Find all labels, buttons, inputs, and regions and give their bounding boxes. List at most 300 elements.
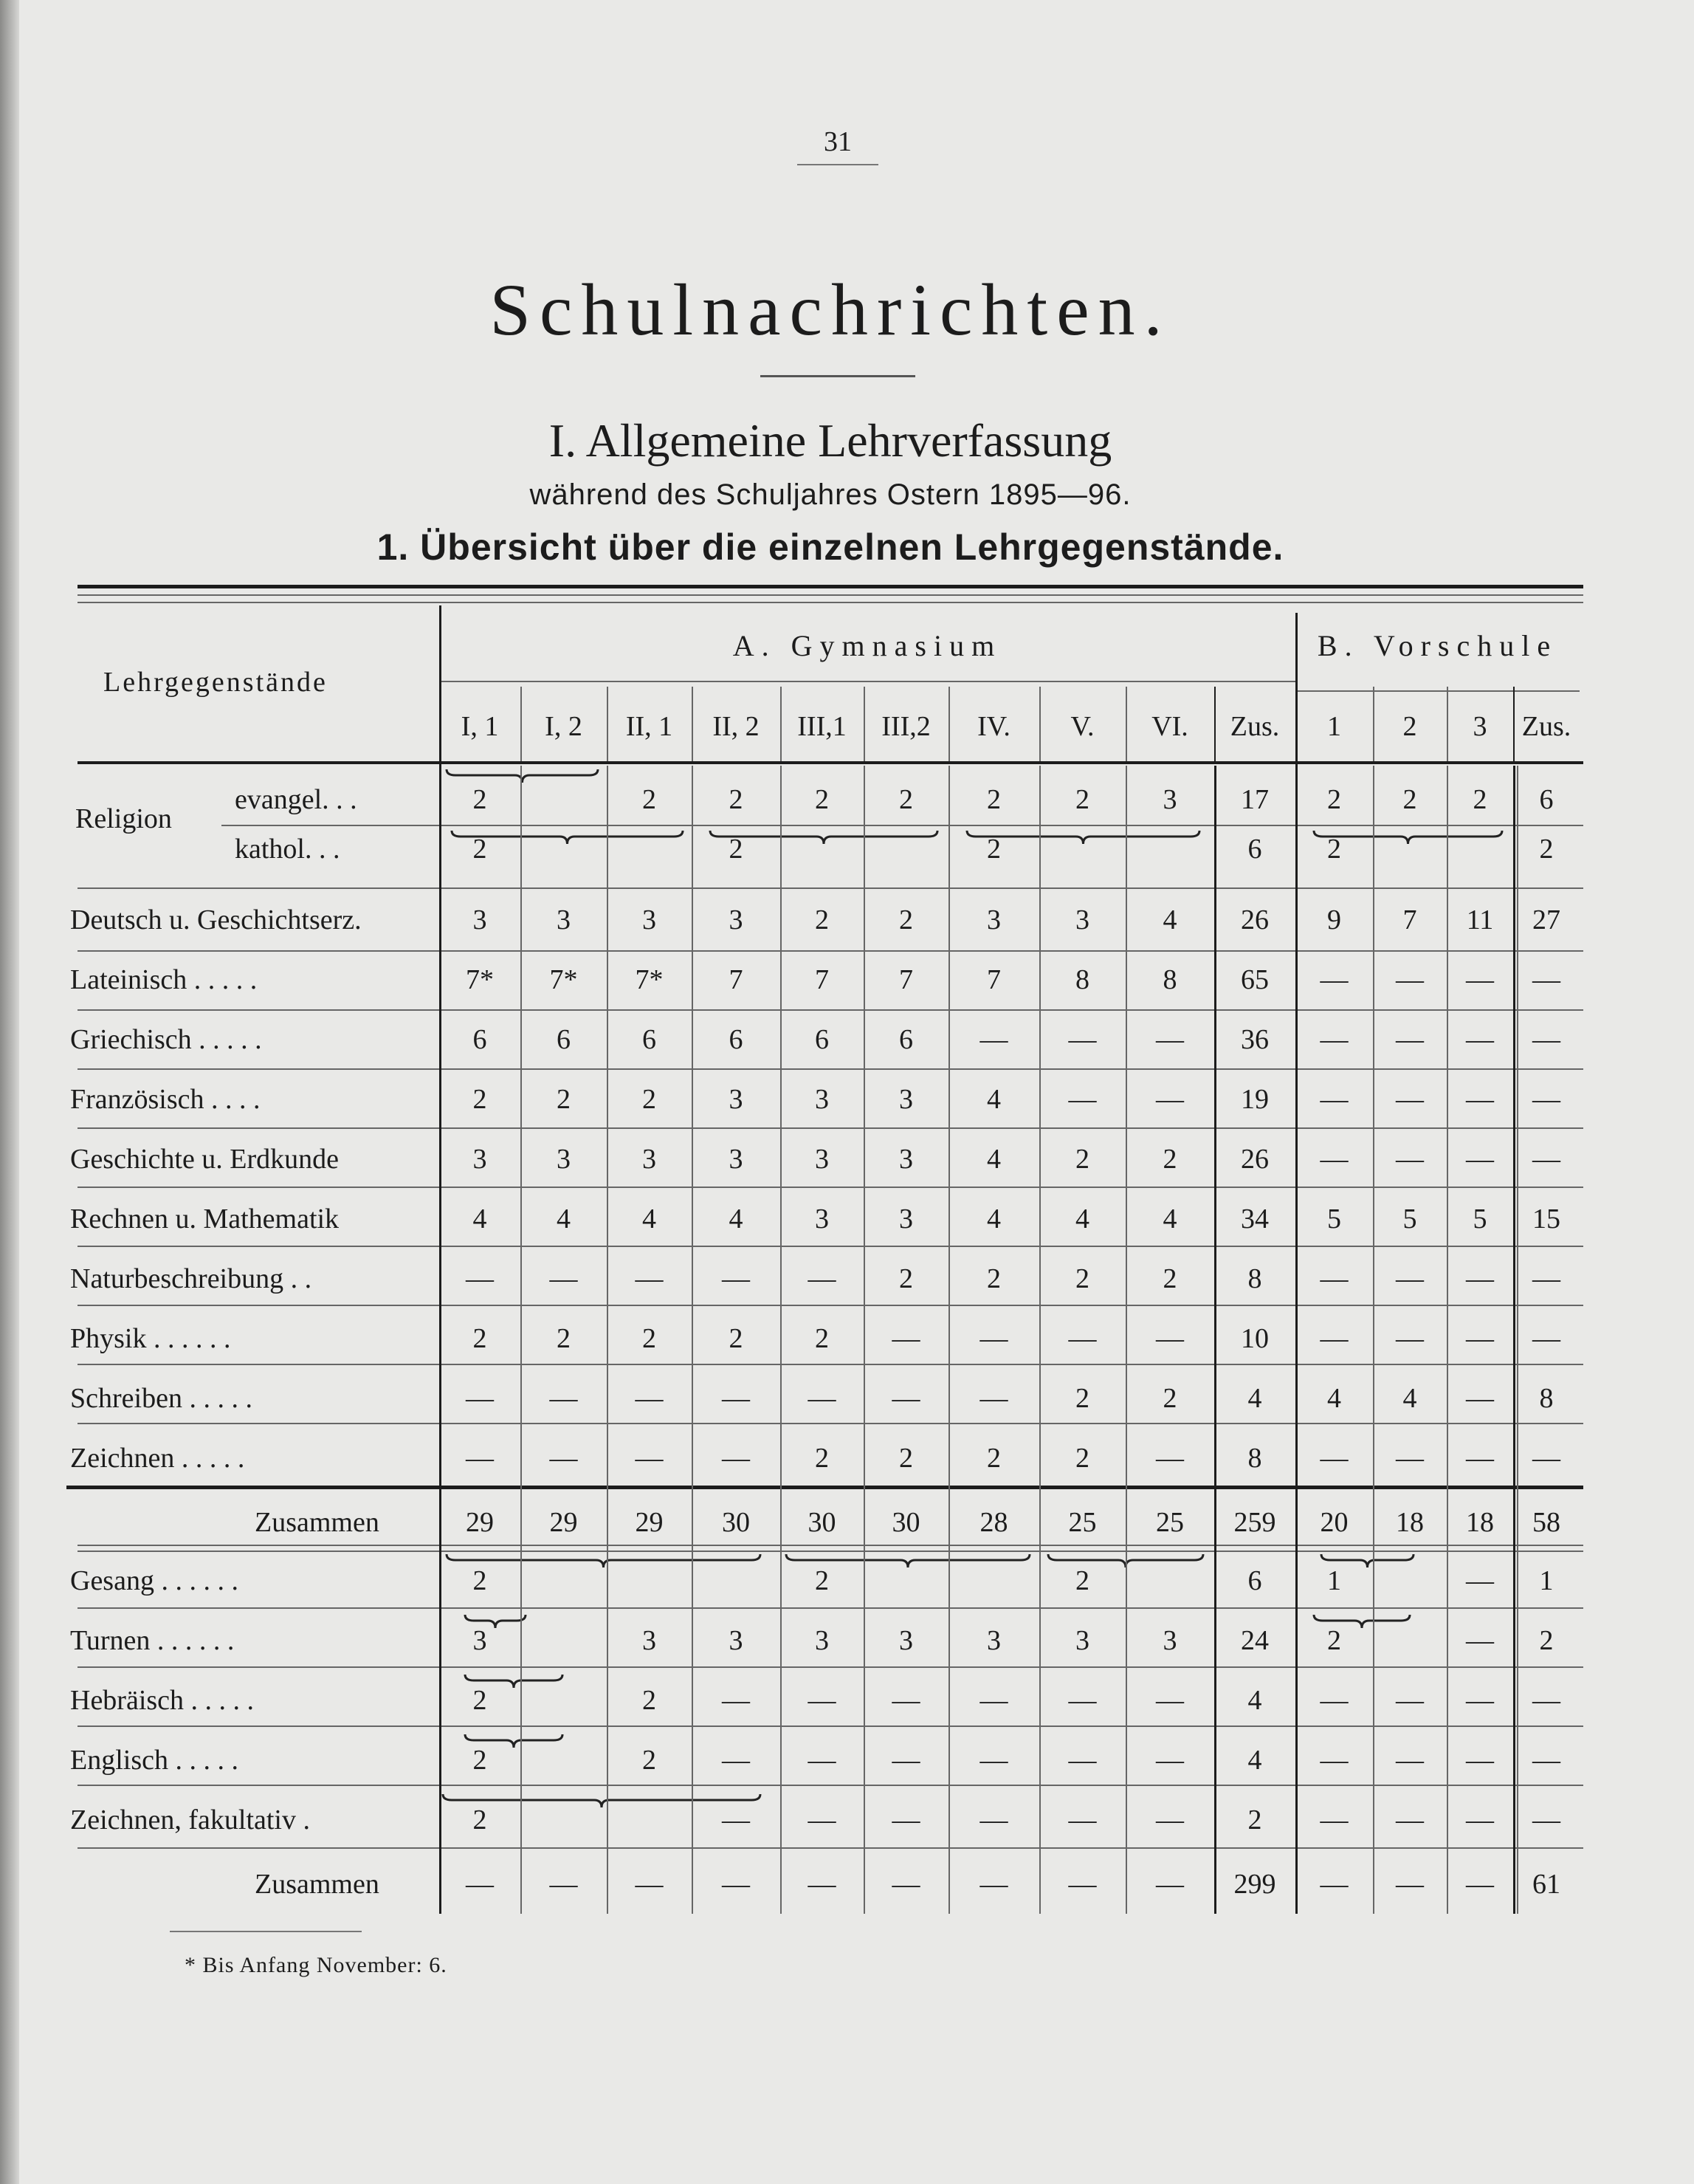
table-cell: 4 bbox=[642, 1203, 656, 1234]
table-rule bbox=[1126, 687, 1127, 764]
table-cell: 58 bbox=[1532, 1507, 1560, 1538]
page-title: Schulnachrichten. bbox=[489, 269, 1171, 351]
row-label: evangel. . . bbox=[235, 784, 357, 815]
table-cell: — bbox=[1466, 1804, 1494, 1836]
table-cell: 2 bbox=[899, 1263, 913, 1294]
column-header: VI. bbox=[1151, 711, 1188, 742]
table-cell: — bbox=[1320, 1804, 1349, 1836]
table-cell: 6 bbox=[472, 1024, 487, 1055]
table-rule bbox=[439, 605, 441, 772]
row-label: Hebräisch . . . . . bbox=[70, 1685, 255, 1716]
table-rule bbox=[66, 1486, 1583, 1489]
table-cell: — bbox=[549, 1383, 578, 1414]
table-rule bbox=[78, 887, 1583, 889]
table-cell: 8 bbox=[1163, 964, 1177, 995]
table-cell: 2 bbox=[642, 784, 656, 815]
table-cell: 1 bbox=[1539, 1565, 1554, 1596]
table-cell: — bbox=[979, 1869, 1008, 1900]
table-cell: 2 bbox=[899, 904, 913, 935]
row-label: Griechisch . . . . . bbox=[70, 1024, 262, 1055]
table-cell: 8 bbox=[1539, 1383, 1554, 1414]
column-header: 3 bbox=[1473, 711, 1487, 742]
column-header: 1 bbox=[1327, 711, 1341, 742]
table-cell: 3 bbox=[815, 1144, 829, 1175]
table-cell: 10 bbox=[1241, 1323, 1269, 1354]
table-rule bbox=[1447, 687, 1448, 764]
row-label: kathol. . . bbox=[235, 834, 340, 865]
row-label: Deutsch u. Geschichtserz. bbox=[70, 904, 362, 935]
table-cell: 36 bbox=[1241, 1024, 1269, 1055]
table-cell: 29 bbox=[466, 1507, 494, 1538]
table-cell: — bbox=[1466, 1024, 1494, 1055]
table-cell: — bbox=[1396, 1685, 1424, 1716]
table-cell: — bbox=[1320, 1745, 1349, 1776]
table-cell: 6 bbox=[899, 1024, 913, 1055]
table-cell: — bbox=[1466, 1869, 1494, 1900]
table-rule bbox=[78, 1551, 1583, 1552]
table-cell: — bbox=[635, 1443, 664, 1474]
table-cell: — bbox=[1320, 964, 1349, 995]
table-cell: — bbox=[1068, 1685, 1097, 1716]
table-cell: — bbox=[1320, 1263, 1349, 1294]
column-header: I, 1 bbox=[461, 711, 499, 742]
table-rule bbox=[78, 1785, 1583, 1786]
table-cell: 2 bbox=[815, 784, 829, 815]
brace-gesang-i-ii bbox=[447, 1554, 760, 1567]
table-cell: — bbox=[1320, 1084, 1349, 1115]
table-cell: — bbox=[1396, 1745, 1424, 1776]
table-cell: 3 bbox=[472, 1144, 487, 1175]
table-cell: 2 bbox=[815, 1443, 829, 1474]
table-cell: — bbox=[1396, 1024, 1424, 1055]
column-header: III,2 bbox=[881, 711, 931, 742]
table-cell: 5 bbox=[1327, 1203, 1341, 1234]
row-label: Zeichnen . . . . . bbox=[70, 1443, 245, 1474]
table-cell: 2 bbox=[642, 1323, 656, 1354]
table-cell: 30 bbox=[808, 1507, 836, 1538]
table-cell: — bbox=[808, 1263, 836, 1294]
row-label-religion: Religion bbox=[75, 803, 172, 834]
table-cell: — bbox=[1068, 1869, 1097, 1900]
table-cell: — bbox=[979, 1024, 1008, 1055]
table-cell: 3 bbox=[815, 1203, 829, 1234]
table-cell: 2 bbox=[729, 1323, 743, 1354]
table-cell: — bbox=[1466, 1144, 1494, 1175]
table-cell: 2 bbox=[987, 1443, 1001, 1474]
table-cell: 7* bbox=[466, 964, 494, 995]
table-cell: — bbox=[1466, 1263, 1494, 1294]
table-rule bbox=[864, 687, 865, 764]
table-cell: 3 bbox=[899, 1144, 913, 1175]
table-rule bbox=[78, 761, 1583, 764]
table-cell: 6 bbox=[557, 1024, 571, 1055]
group-header-vorschule: B. Vorschule bbox=[1317, 629, 1558, 662]
table-cell: 2 bbox=[1075, 784, 1089, 815]
table-cell: — bbox=[1068, 1323, 1097, 1354]
table-cell: — bbox=[1156, 1084, 1184, 1115]
column-header: V. bbox=[1070, 711, 1095, 742]
table-cell: — bbox=[466, 1869, 494, 1900]
table-cell: — bbox=[1396, 1084, 1424, 1115]
table-cell: — bbox=[1396, 1869, 1424, 1900]
table-cell: — bbox=[1068, 1084, 1097, 1115]
table-cell: 11 bbox=[1466, 904, 1494, 935]
table-cell: 5 bbox=[1473, 1203, 1487, 1234]
table-cell: 2 bbox=[1539, 834, 1554, 865]
table-cell: — bbox=[635, 1383, 664, 1414]
table-cell: 5 bbox=[1402, 1203, 1417, 1234]
table-cell: 3 bbox=[899, 1625, 913, 1656]
table-cell: — bbox=[722, 1804, 750, 1836]
row-label: Zusammen bbox=[255, 1507, 379, 1538]
table-rule bbox=[78, 1423, 1583, 1424]
table-cell: 2 bbox=[557, 1323, 571, 1354]
table-cell: — bbox=[1320, 1443, 1349, 1474]
table-cell: — bbox=[549, 1443, 578, 1474]
table-cell: — bbox=[1532, 1685, 1560, 1716]
table-cell: 6 bbox=[1247, 834, 1262, 865]
table-rule bbox=[692, 687, 693, 764]
column-header: II, 1 bbox=[625, 711, 673, 742]
table-rule bbox=[78, 1068, 1583, 1070]
table-rule bbox=[78, 1187, 1583, 1188]
table-cell: 2 bbox=[1075, 1263, 1089, 1294]
table-cell: — bbox=[722, 1383, 750, 1414]
table-cell: — bbox=[1156, 1443, 1184, 1474]
table-cell: 2 bbox=[815, 1565, 829, 1596]
table-cell: 4 bbox=[1402, 1383, 1417, 1414]
table-rule bbox=[78, 1847, 1583, 1849]
table-cell: 61 bbox=[1532, 1869, 1560, 1900]
table-cell: — bbox=[1532, 1024, 1560, 1055]
table-cell: 2 bbox=[642, 1084, 656, 1115]
column-header: I, 2 bbox=[545, 711, 582, 742]
table-cell: 2 bbox=[729, 834, 743, 865]
table-cell: 29 bbox=[635, 1507, 664, 1538]
table-cell: — bbox=[808, 1745, 836, 1776]
table-cell: 2 bbox=[472, 1565, 487, 1596]
table-rule bbox=[78, 1607, 1583, 1609]
row-label: Turnen . . . . . . bbox=[70, 1625, 235, 1656]
table-cell: 2 bbox=[1163, 1383, 1177, 1414]
table-rule bbox=[78, 1246, 1583, 1247]
table-cell: 2 bbox=[1075, 1383, 1089, 1414]
table-cell: 34 bbox=[1241, 1203, 1269, 1234]
table-cell: — bbox=[466, 1263, 494, 1294]
table-cell: — bbox=[1156, 1804, 1184, 1836]
table-cell: — bbox=[1068, 1024, 1097, 1055]
table-cell: — bbox=[1466, 964, 1494, 995]
table-rule bbox=[221, 825, 1583, 826]
table-cell: 7 bbox=[729, 964, 743, 995]
table-cell: — bbox=[1396, 1443, 1424, 1474]
table-rule bbox=[78, 1009, 1583, 1011]
table-cell: 15 bbox=[1532, 1203, 1560, 1234]
row-label: Physik . . . . . . bbox=[70, 1323, 231, 1354]
table-cell: — bbox=[1532, 964, 1560, 995]
table-cell: — bbox=[1396, 1144, 1424, 1175]
table-cell: — bbox=[466, 1443, 494, 1474]
page-number: 31 bbox=[824, 126, 852, 157]
table-cell: 3 bbox=[1075, 904, 1089, 935]
table-cell: — bbox=[1320, 1685, 1349, 1716]
row-label: Rechnen u. Mathematik bbox=[70, 1203, 340, 1234]
table-cell: 3 bbox=[642, 1144, 656, 1175]
table-cell: 2 bbox=[1327, 1625, 1341, 1656]
table-cell: 2 bbox=[472, 834, 487, 865]
table-cell: — bbox=[1532, 1443, 1560, 1474]
table-cell: — bbox=[979, 1804, 1008, 1836]
table-cell: 4 bbox=[729, 1203, 743, 1234]
table-cell: — bbox=[808, 1685, 836, 1716]
table-cell: 7* bbox=[549, 964, 578, 995]
row-label: Lateinisch . . . . . bbox=[70, 964, 258, 995]
table-cell: 2 bbox=[472, 1084, 487, 1115]
table-cell: 4 bbox=[557, 1203, 571, 1234]
table-cell: 24 bbox=[1241, 1625, 1269, 1656]
table-cell: 2 bbox=[899, 784, 913, 815]
table-cell: 2 bbox=[1539, 1625, 1554, 1656]
table-rule bbox=[1039, 687, 1041, 764]
table-cell: — bbox=[808, 1869, 836, 1900]
column-header: IV. bbox=[977, 711, 1010, 742]
table-cell: 19 bbox=[1241, 1084, 1269, 1115]
row-label: Geschichte u. Erdkunde bbox=[70, 1144, 340, 1175]
table-cell: 4 bbox=[1247, 1383, 1262, 1414]
table-cell: 26 bbox=[1241, 1144, 1269, 1175]
table-cell: — bbox=[1068, 1804, 1097, 1836]
header-lehrgegenstaende: Lehrgegenstände bbox=[103, 667, 328, 698]
table-cell: — bbox=[1396, 1263, 1424, 1294]
table-rule bbox=[780, 687, 782, 764]
table-cell: 2 bbox=[899, 1443, 913, 1474]
table-cell: 3 bbox=[987, 1625, 1001, 1656]
table-cell: — bbox=[892, 1685, 920, 1716]
table-cell: — bbox=[466, 1383, 494, 1414]
table-cell: 3 bbox=[557, 904, 571, 935]
table-cell: — bbox=[722, 1869, 750, 1900]
table-cell: — bbox=[1320, 1869, 1349, 1900]
table-cell: — bbox=[635, 1263, 664, 1294]
table-rule bbox=[78, 594, 1583, 596]
table-cell: 17 bbox=[1241, 784, 1269, 815]
table-cell: 3 bbox=[729, 1625, 743, 1656]
table-cell: — bbox=[1532, 1263, 1560, 1294]
table-cell: — bbox=[722, 1685, 750, 1716]
table-cell: 4 bbox=[1163, 904, 1177, 935]
subsection-title: 1. Übersicht über die einzelnen Lehrgegenstände. bbox=[376, 526, 1284, 568]
table-cell: — bbox=[808, 1383, 836, 1414]
table-cell: 6 bbox=[1539, 784, 1554, 815]
table-rule bbox=[1295, 690, 1580, 692]
table-cell: — bbox=[892, 1869, 920, 1900]
table-cell: 2 bbox=[1075, 1565, 1089, 1596]
table-cell: 3 bbox=[1163, 784, 1177, 815]
table-cell: 25 bbox=[1156, 1507, 1184, 1538]
table-cell: — bbox=[1466, 1625, 1494, 1656]
table-rule bbox=[439, 681, 1295, 682]
table-rule bbox=[78, 1666, 1583, 1668]
table-cell: 2 bbox=[987, 1263, 1001, 1294]
table-cell: 3 bbox=[557, 1144, 571, 1175]
table-cell: 2 bbox=[729, 784, 743, 815]
table-cell: 2 bbox=[1327, 834, 1341, 865]
table-cell: — bbox=[1532, 1144, 1560, 1175]
table-cell: 6 bbox=[815, 1024, 829, 1055]
table-cell: 3 bbox=[815, 1625, 829, 1656]
table-cell: — bbox=[1466, 1323, 1494, 1354]
table-rule bbox=[607, 687, 608, 764]
row-label: Naturbeschreibung . . bbox=[70, 1263, 312, 1294]
table-cell: 3 bbox=[642, 904, 656, 935]
table-cell: 3 bbox=[472, 904, 487, 935]
table-cell: — bbox=[979, 1685, 1008, 1716]
table-cell: — bbox=[1466, 1084, 1494, 1115]
table-cell: 2 bbox=[987, 834, 1001, 865]
table-cell: 3 bbox=[899, 1084, 913, 1115]
table-cell: 7 bbox=[987, 964, 1001, 995]
table-cell: 6 bbox=[1247, 1565, 1262, 1596]
table-cell: 2 bbox=[1473, 784, 1487, 815]
table-rule bbox=[78, 1127, 1583, 1129]
table-cell: 7 bbox=[815, 964, 829, 995]
table-cell: 18 bbox=[1466, 1507, 1494, 1538]
table-cell: 3 bbox=[815, 1084, 829, 1115]
table-cell: — bbox=[1068, 1745, 1097, 1776]
table-cell: 2 bbox=[1163, 1144, 1177, 1175]
footnote-rule bbox=[170, 1931, 362, 1932]
table-cell: — bbox=[892, 1323, 920, 1354]
table-cell: 3 bbox=[472, 1625, 487, 1656]
table-cell: 2 bbox=[472, 784, 487, 815]
table-cell: — bbox=[892, 1745, 920, 1776]
table-cell: — bbox=[1532, 1804, 1560, 1836]
table-cell: — bbox=[1156, 1869, 1184, 1900]
table-cell: 4 bbox=[1247, 1745, 1262, 1776]
table-cell: 3 bbox=[642, 1625, 656, 1656]
table-cell: — bbox=[722, 1745, 750, 1776]
table-cell: 65 bbox=[1241, 964, 1269, 995]
table-cell: — bbox=[892, 1804, 920, 1836]
table-cell: — bbox=[1156, 1685, 1184, 1716]
group-header-gymnasium: A. Gymnasium bbox=[732, 629, 1002, 662]
table-cell: — bbox=[635, 1869, 664, 1900]
table-cell: 2 bbox=[557, 1084, 571, 1115]
table-cell: 4 bbox=[987, 1084, 1001, 1115]
section-subtitle: während des Schuljahres Ostern 1895—96. bbox=[529, 478, 1132, 511]
table-cell: 3 bbox=[729, 1084, 743, 1115]
table-cell: 4 bbox=[1163, 1203, 1177, 1234]
row-label: Gesang . . . . . . bbox=[70, 1565, 238, 1596]
table-cell: — bbox=[1156, 1323, 1184, 1354]
table-cell: 2 bbox=[815, 904, 829, 935]
table-rule bbox=[1513, 687, 1515, 764]
table-cell: 29 bbox=[549, 1507, 578, 1538]
table-cell: 9 bbox=[1327, 904, 1341, 935]
table-cell: 1 bbox=[1327, 1565, 1341, 1596]
table-cell: — bbox=[979, 1745, 1008, 1776]
column-header: III,1 bbox=[797, 711, 847, 742]
table-cell: — bbox=[722, 1443, 750, 1474]
table-cell: 4 bbox=[1327, 1383, 1341, 1414]
table-cell: — bbox=[1320, 1144, 1349, 1175]
table-cell: 3 bbox=[729, 904, 743, 935]
table-cell: 3 bbox=[1163, 1625, 1177, 1656]
table-cell: — bbox=[1320, 1323, 1349, 1354]
table-cell: — bbox=[1466, 1685, 1494, 1716]
table-cell: 2 bbox=[472, 1323, 487, 1354]
row-label: Zeichnen, fakultativ . bbox=[70, 1804, 310, 1836]
table-cell: 2 bbox=[472, 1685, 487, 1716]
table-rule bbox=[1373, 687, 1374, 764]
row-label: Schreiben . . . . . bbox=[70, 1383, 252, 1414]
table-cell: — bbox=[549, 1869, 578, 1900]
table-cell: 3 bbox=[1075, 1625, 1089, 1656]
section-title: I. Allgemeine Lehrverfassung bbox=[548, 414, 1112, 467]
table-rule bbox=[1295, 613, 1298, 772]
table-cell: 18 bbox=[1396, 1507, 1424, 1538]
table-cell: 6 bbox=[642, 1024, 656, 1055]
table-cell: — bbox=[1466, 1745, 1494, 1776]
table-cell: 2 bbox=[1163, 1263, 1177, 1294]
table-cell: 7* bbox=[635, 964, 664, 995]
table-rule bbox=[520, 687, 522, 764]
table-cell: 7 bbox=[1402, 904, 1417, 935]
table-cell: 2 bbox=[642, 1745, 656, 1776]
table-cell: 2 bbox=[1247, 1804, 1262, 1836]
table-rule bbox=[1214, 687, 1216, 764]
table-cell: 3 bbox=[729, 1144, 743, 1175]
table-cell: — bbox=[1396, 1323, 1424, 1354]
table-cell: 4 bbox=[472, 1203, 487, 1234]
table-cell: — bbox=[1396, 964, 1424, 995]
table-cell: 25 bbox=[1068, 1507, 1097, 1538]
table-cell: — bbox=[1156, 1745, 1184, 1776]
table-cell: 2 bbox=[987, 784, 1001, 815]
table-cell: — bbox=[1156, 1024, 1184, 1055]
table-cell: 2 bbox=[1075, 1443, 1089, 1474]
table-cell: — bbox=[892, 1383, 920, 1414]
table-cell: 28 bbox=[979, 1507, 1008, 1538]
table-rule bbox=[78, 1725, 1583, 1727]
table-cell: 3 bbox=[899, 1203, 913, 1234]
column-header: II, 2 bbox=[712, 711, 760, 742]
table-cell: — bbox=[1466, 1443, 1494, 1474]
brace-evangel-i bbox=[447, 769, 598, 783]
table-cell: 3 bbox=[987, 904, 1001, 935]
table-cell: — bbox=[722, 1263, 750, 1294]
table-cell: 30 bbox=[892, 1507, 920, 1538]
table-cell: — bbox=[1532, 1745, 1560, 1776]
column-header: Zus. bbox=[1521, 711, 1571, 742]
table-rule bbox=[78, 585, 1583, 588]
table-cell: 4 bbox=[987, 1203, 1001, 1234]
table-rule bbox=[78, 1305, 1583, 1306]
table-cell: 2 bbox=[1402, 784, 1417, 815]
table-cell: — bbox=[549, 1263, 578, 1294]
table-cell: — bbox=[979, 1383, 1008, 1414]
table-cell: 7 bbox=[899, 964, 913, 995]
table-cell: 299 bbox=[1233, 1869, 1276, 1900]
table-cell: — bbox=[979, 1323, 1008, 1354]
table-cell: 8 bbox=[1247, 1443, 1262, 1474]
column-header: Zus. bbox=[1230, 711, 1280, 742]
table-rule bbox=[78, 950, 1583, 952]
table-cell: 6 bbox=[729, 1024, 743, 1055]
table-cell: 8 bbox=[1075, 964, 1089, 995]
table-cell: — bbox=[1532, 1323, 1560, 1354]
table-cell: 4 bbox=[1247, 1685, 1262, 1716]
